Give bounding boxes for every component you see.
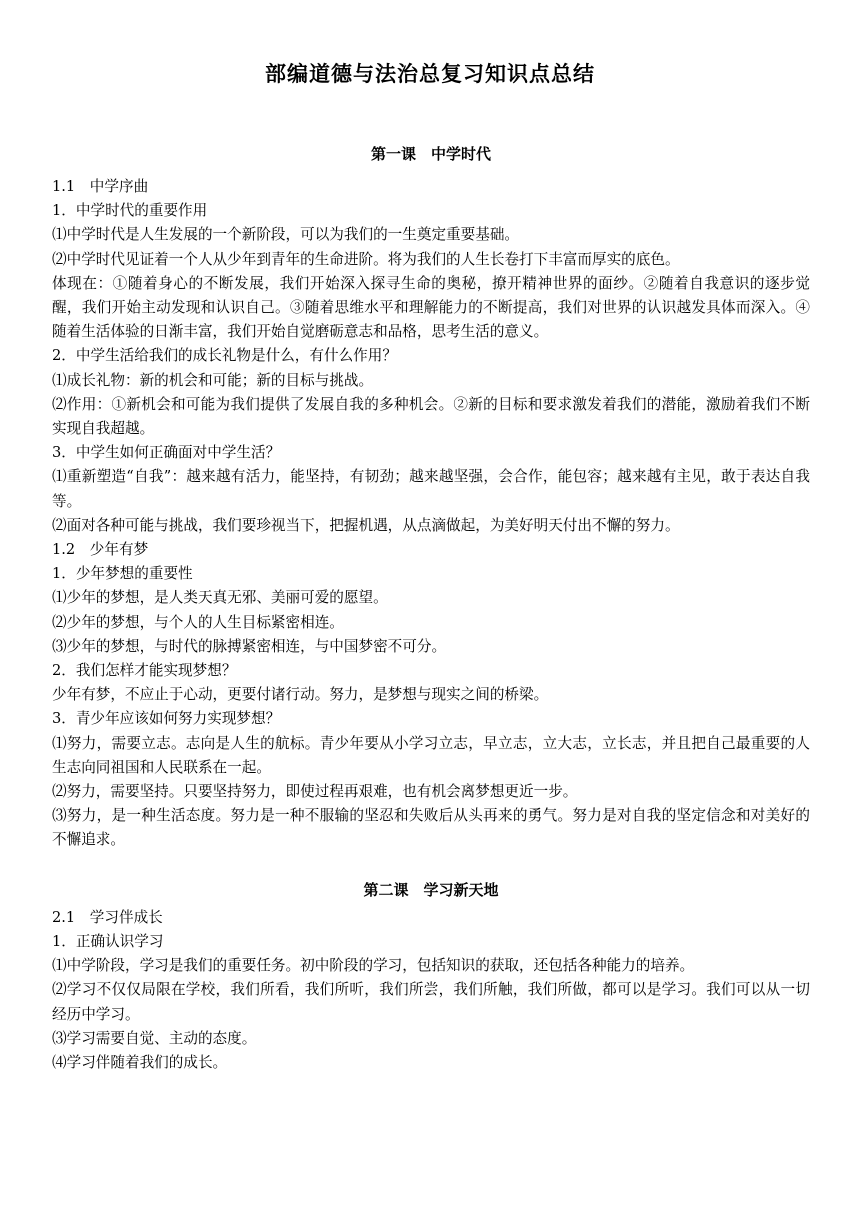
section-1-1-heading: 1.1 中学序曲 (52, 178, 149, 195)
paragraph: 少年有梦，不应止于心动，更要付诸行动。努力，是梦想与现实之间的桥梁。 (52, 686, 549, 704)
document-body (52, 118, 810, 1075)
section-2-1-heading: 2.1 学习伴成长 (52, 908, 163, 926)
lesson-1-heading: 第一课 中学时代 (370, 145, 491, 163)
paragraph: ⑵面对各种可能与挑战，我们要珍视当下，把握机遇，从点滴做起，为美好明天付出不懈的努力。 (52, 516, 680, 534)
paragraph: ⑵努力，需要坚持。只要坚持努力，即使过程再艰难，也有机会离梦想更近一步。 (52, 783, 578, 801)
question-heading: 3．中学生如何正确面对中学生活？ (52, 444, 281, 462)
section-1-2-heading: 1.2 少年有梦 (52, 541, 149, 559)
paragraph: ⑴中学阶段，学习是我们的重要任务。初中阶段的学习，包括知识的获取，还包括各种能力的培养。 (52, 957, 695, 975)
lesson-2-heading: 第二课 学习新天地 (363, 880, 499, 899)
question-heading: 3．青少年应该如何努力实现梦想？ (52, 710, 281, 728)
paragraph: ⑴少年的梦想，是人类天真无邪、美丽可爱的愿望。 (52, 589, 388, 607)
paragraph: ⑵中学时代见证着一个人从少年到青年的生命进阶。将为我们的人生长卷打下丰富而厚实的底色。 (52, 250, 680, 268)
question-heading: 2．中学生活给我们的成长礼物是什么，有什么作用？ (52, 347, 397, 365)
paragraph: ⑴努力，需要立志。志向是人生的航标。青少年要从小学习立志，早立志，立大志，立长志，并且把自己最重要的人生志向同祖国和人民联系在一起。 (52, 734, 810, 776)
paragraph: ⑶努力，是一种生活态度。努力是一种不服输的坚忍和失败后从头再来的勇气。努力是对自我的坚定信念和对美好的不懈追求。 (52, 807, 810, 849)
paragraph: ⑵少年的梦想，与个人的人生目标紧密相连。 (52, 613, 344, 631)
paragraph: ⑵作用：①新机会和可能为我们提供了发展自我的多种机会。②新的目标和要求激发着我们的潜能，激励着我们不断实现自我超越。 (52, 395, 810, 438)
paragraph: ⑴重新塑造“自我”：越来越有活力，能坚持，有韧劲；越来越坚强，会合作，能包容；越来越有主见，敢于表达自我等。 (52, 468, 810, 510)
paragraph: ⑴中学时代是人生发展的一个新阶段，可以为我们的一生奠定重要基础。 (52, 226, 520, 244)
paragraph: ⑶少年的梦想，与时代的脉搏紧密相连，与中国梦密不可分。 (52, 637, 447, 655)
document-title: 部编道德与法治总复习知识点总结 (265, 62, 595, 86)
paragraph: ⑷学习伴随着我们的成长。 (52, 1053, 228, 1071)
question-heading: 1．少年梦想的重要性 (52, 565, 193, 583)
question-heading: 1．正确认识学习 (52, 932, 164, 950)
paragraph: ⑵学习不仅仅局限在学校，我们所看，我们所听，我们所尝，我们所触，我们所做，都可以是学习。我们可以从一切经历中学习。 (52, 981, 810, 1023)
paragraph: 体现在：①随着身心的不断发展，我们开始深入探寻生命的奥秘，撩开精神世界的面纱。②随着自我意识的逐步觉醒，我们开始主动发现和认识自己。③随着思维水平和理解能力的不断提高，我们对世界的认识越发具体而深入。④随着生活体验的日渐丰富，我们开始自觉磨砺意志和品格，思考生活的意义。 (52, 274, 810, 341)
paragraph: ⑶学习需要自觉、主动的态度。 (52, 1029, 257, 1047)
question-heading: 2．我们怎样才能实现梦想？ (52, 662, 237, 680)
paragraph: ⑴成长礼物：新的机会和可能；新的目标与挑战。 (52, 371, 374, 389)
question-heading: 1．中学时代的重要作用 (52, 202, 208, 220)
